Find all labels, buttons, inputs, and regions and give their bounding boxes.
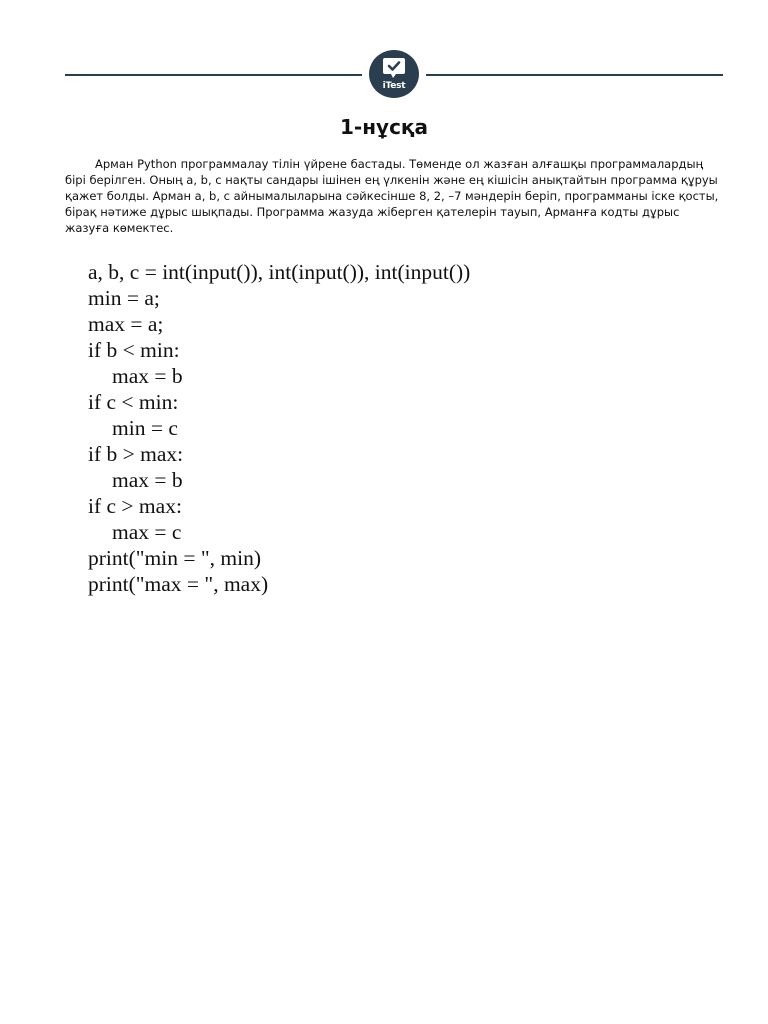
header-rule-left <box>65 74 362 76</box>
code-line: min = c <box>112 416 178 440</box>
code-line: max = b <box>112 364 183 388</box>
logo-text: iTest <box>382 81 406 91</box>
header-rule-right <box>426 74 723 76</box>
code-line: max = a; <box>88 312 164 336</box>
code-line: if c > max: <box>88 494 182 518</box>
code-line: print("max = ", max) <box>88 572 269 596</box>
page-title: 1-нұсқа <box>340 115 428 139</box>
task-description: Арман Python программалау тілін үйрене бастады. Төменде ол жазған алғашқы программалардың бірі берілген. Оның a, b, c нақты сандары ішінен ең үлкенін және ең кішісін анықтайтын программа құруы қажет болды. Арман a, b, c айнымалыларына сәйкесінше 8, 2, –7 мәндерін беріп, программаны іске қосты, бірақ нәтиже дұрыс шықпады. Программа жазуда жіберген қателерін тауып, Арманға кодты дұрыс жазуға көмектес. <box>65 157 719 235</box>
code-line: if b < min: <box>88 338 180 362</box>
itest-logo <box>369 50 419 98</box>
check-chat-icon <box>382 57 406 79</box>
code-line: if b > max: <box>88 442 184 466</box>
code-line: a, b, c = int(input()), int(input()), int(input()) <box>88 260 471 284</box>
code-line: print("min = ", min) <box>88 546 261 570</box>
code-line: max = b <box>112 468 183 492</box>
code-line: if c < min: <box>88 390 179 414</box>
code-block <box>88 259 688 597</box>
code-line: max = c <box>112 520 182 544</box>
code-line: min = a; <box>88 286 160 310</box>
header <box>0 0 768 110</box>
